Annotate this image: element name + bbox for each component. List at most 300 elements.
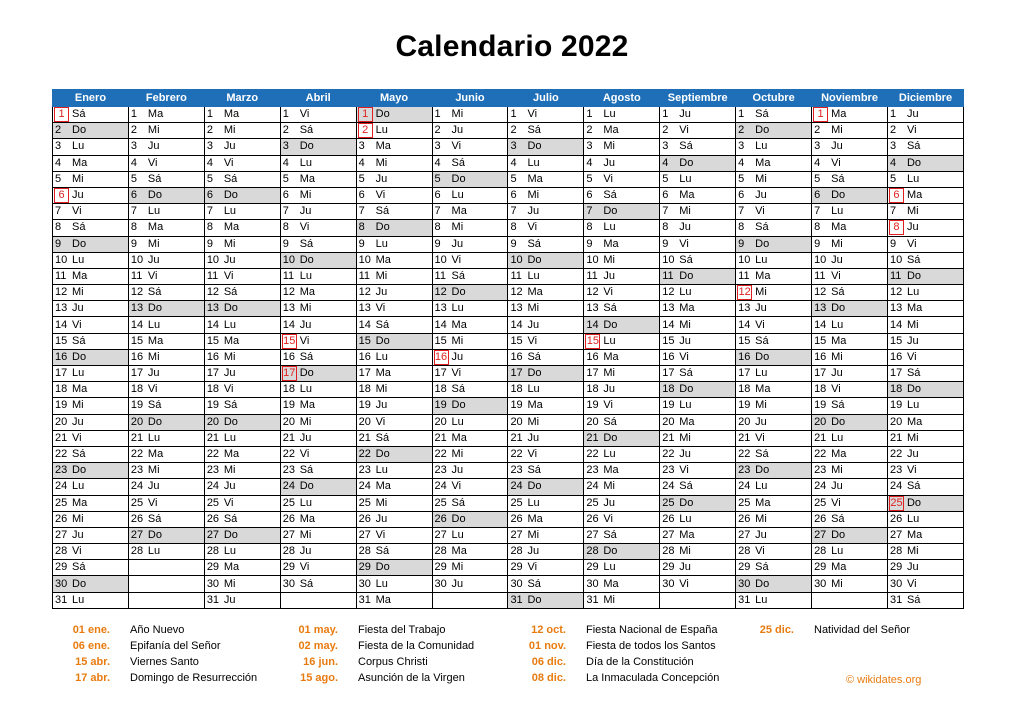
day-cell xyxy=(280,382,356,398)
day-cell xyxy=(660,236,736,252)
day-number: 21 xyxy=(586,431,599,444)
day-number: 15 xyxy=(738,334,751,347)
day-number: 5 xyxy=(510,172,517,185)
day-cell xyxy=(53,560,129,576)
day-cell xyxy=(356,446,432,462)
day-cell xyxy=(53,139,129,155)
day-number: 24 xyxy=(510,480,523,493)
day-cell xyxy=(128,544,204,560)
day-cell xyxy=(280,252,356,268)
month-header: Junio xyxy=(432,90,508,107)
day-number: 29 xyxy=(282,561,295,574)
weekday-label: Lu xyxy=(375,464,388,477)
weekday-label: Ju xyxy=(223,140,236,153)
weekday-label: Do xyxy=(527,253,542,266)
weekday-label: Sá xyxy=(603,302,617,315)
weekday-label: Lu xyxy=(527,383,540,396)
month-header: Diciembre xyxy=(887,90,963,107)
day-cell xyxy=(812,479,888,495)
holiday-date: 25 dic. xyxy=(759,624,794,636)
weekday-label: Vi xyxy=(831,269,841,282)
day-cell xyxy=(660,544,736,560)
day-number: 18 xyxy=(889,383,903,396)
day-number: 21 xyxy=(358,431,371,444)
day-cell xyxy=(53,220,129,236)
day-cell xyxy=(508,560,584,576)
day-cell xyxy=(432,187,508,203)
day-number: 18 xyxy=(662,383,675,396)
weekday-label: Ju xyxy=(906,448,919,461)
day-number: 25 xyxy=(662,496,675,509)
day-number: 11 xyxy=(358,269,371,282)
weekday-label: Ma xyxy=(223,448,240,461)
day-number: 9 xyxy=(358,237,365,250)
holiday-date: 06 ene. xyxy=(72,640,110,652)
day-number: 21 xyxy=(662,431,675,444)
day-number: 5 xyxy=(282,172,289,185)
day-cell xyxy=(128,220,204,236)
day-number: 2 xyxy=(358,123,373,138)
weekday-label: Lu xyxy=(72,140,85,153)
day-number: 10 xyxy=(889,253,903,266)
holiday-day-cell xyxy=(280,366,356,382)
day-cell xyxy=(280,463,356,479)
day-cell xyxy=(508,479,584,495)
day-cell xyxy=(204,333,280,349)
weekday-label: Ju xyxy=(831,367,843,380)
day-number: 14 xyxy=(130,318,144,331)
day-number: 4 xyxy=(206,156,213,169)
day-number: 25 xyxy=(55,496,68,509)
day-cell xyxy=(660,576,736,592)
credit-link[interactable]: © wikidates.org xyxy=(846,674,922,686)
weekday-label: Lu xyxy=(223,545,237,558)
day-number: 5 xyxy=(358,172,365,185)
day-cell xyxy=(432,576,508,592)
day-number: 18 xyxy=(282,383,295,396)
day-cell xyxy=(812,446,888,462)
day-cell xyxy=(736,252,812,268)
day-row xyxy=(53,398,964,414)
weekday-label: Mi xyxy=(451,108,464,121)
day-cell xyxy=(128,446,204,462)
holiday-name: Domingo de Resurrección xyxy=(130,672,258,684)
day-number: 9 xyxy=(434,237,441,250)
day-row xyxy=(53,366,964,382)
weekday-label: Ma xyxy=(679,528,695,541)
day-row xyxy=(53,123,964,139)
weekday-label: Sá xyxy=(299,124,314,137)
weekday-label: Do xyxy=(451,399,466,412)
holiday-name: Corpus Christi xyxy=(358,656,428,668)
day-number: 11 xyxy=(662,269,674,282)
day-number: 24 xyxy=(814,480,827,493)
day-cell xyxy=(508,187,584,203)
day-number: 7 xyxy=(434,205,441,218)
day-cell xyxy=(887,252,963,268)
day-cell xyxy=(356,430,432,446)
day-number: 18 xyxy=(55,383,68,396)
weekday-label: Ma xyxy=(603,350,619,363)
day-row xyxy=(53,446,964,462)
holiday-name: La Inmaculada Concepción xyxy=(586,672,720,684)
day-number: 16 xyxy=(814,350,827,363)
day-cell xyxy=(887,139,963,155)
weekday-label: Do xyxy=(375,108,390,121)
day-number: 18 xyxy=(358,383,371,396)
holiday-column xyxy=(736,622,910,638)
weekday-label: Vi xyxy=(299,561,310,574)
weekday-label: Ma xyxy=(72,496,88,509)
day-cell xyxy=(584,463,660,479)
weekday-label: Mi xyxy=(451,561,464,574)
day-cell xyxy=(204,576,280,592)
day-cell xyxy=(204,544,280,560)
day-number: 11 xyxy=(434,269,446,282)
weekday-label: Vi xyxy=(603,172,613,185)
weekday-label: Ju xyxy=(527,545,540,558)
day-number: 5 xyxy=(738,172,745,185)
holiday-item xyxy=(508,670,719,686)
day-cell xyxy=(736,366,812,382)
day-cell xyxy=(584,171,660,187)
day-cell xyxy=(356,220,432,236)
day-number: 28 xyxy=(814,545,827,558)
day-cell xyxy=(508,236,584,252)
day-number: 3 xyxy=(358,140,365,153)
day-number: 28 xyxy=(586,545,599,558)
weekday-label: Mi xyxy=(755,512,767,525)
day-number: 3 xyxy=(130,140,138,153)
day-number: 21 xyxy=(55,431,68,444)
weekday-label: Ju xyxy=(755,302,767,315)
day-number: 30 xyxy=(738,577,751,590)
weekday-label: Lu xyxy=(375,577,388,590)
day-cell xyxy=(128,333,204,349)
holiday-date: 01 may. xyxy=(298,624,338,636)
weekday-label: Sá xyxy=(72,561,86,574)
day-cell xyxy=(736,107,812,123)
day-number: 27 xyxy=(738,528,751,541)
day-cell xyxy=(128,479,204,495)
weekday-label: Do xyxy=(755,577,770,590)
day-cell xyxy=(53,236,129,252)
day-number: 16 xyxy=(206,350,220,363)
weekday-label: Lu xyxy=(451,302,464,315)
weekday-label: Lu xyxy=(755,253,768,266)
day-number: 3 xyxy=(510,140,517,153)
holiday-name: Fiesta del Trabajo xyxy=(358,624,446,636)
weekday-label: Sá xyxy=(72,108,86,121)
day-number: 2 xyxy=(55,124,62,137)
day-cell xyxy=(584,317,660,333)
day-cell xyxy=(584,495,660,511)
day-row xyxy=(53,382,964,398)
weekday-label: Do xyxy=(603,205,618,218)
day-cell xyxy=(508,446,584,462)
holiday-day-cell xyxy=(736,285,812,301)
day-cell xyxy=(128,123,204,139)
day-cell xyxy=(204,398,280,414)
weekday-label: Vi xyxy=(603,512,613,525)
weekday-label: Ma xyxy=(603,124,619,137)
day-cell xyxy=(432,220,508,236)
day-row xyxy=(53,317,964,333)
day-cell xyxy=(53,495,129,511)
day-cell xyxy=(584,398,660,414)
weekday-label: Vi xyxy=(451,253,462,266)
day-number: 1 xyxy=(510,108,517,121)
weekday-label: Ma xyxy=(72,269,88,282)
day-number: 12 xyxy=(889,286,903,299)
day-cell xyxy=(280,139,356,155)
day-number: 29 xyxy=(55,561,68,574)
day-cell xyxy=(887,398,963,414)
day-cell xyxy=(356,576,432,592)
day-number: 21 xyxy=(814,431,827,444)
day-cell xyxy=(53,317,129,333)
day-number: 8 xyxy=(814,221,821,234)
day-cell xyxy=(660,252,736,268)
day-cell xyxy=(508,398,584,414)
weekday-label: Vi xyxy=(299,221,310,234)
day-number: 5 xyxy=(206,172,213,185)
day-number: 31 xyxy=(206,593,220,606)
day-cell xyxy=(53,446,129,462)
weekday-label: Sá xyxy=(603,189,617,202)
weekday-label: Ma xyxy=(679,189,695,202)
day-cell xyxy=(280,576,356,592)
weekday-label: Sá xyxy=(906,480,921,493)
day-number: 20 xyxy=(510,415,523,428)
weekday-label: Sá xyxy=(755,221,769,234)
day-number: 10 xyxy=(586,253,599,266)
weekday-label: Sá xyxy=(223,172,238,185)
day-cell xyxy=(356,511,432,527)
day-number: 22 xyxy=(282,448,295,461)
day-cell xyxy=(356,382,432,398)
day-cell xyxy=(204,171,280,187)
weekday-label: Lu xyxy=(72,480,85,493)
day-cell xyxy=(887,171,963,187)
day-number: 24 xyxy=(662,480,675,493)
day-number: 30 xyxy=(889,577,903,590)
day-cell xyxy=(204,495,280,511)
day-cell xyxy=(736,236,812,252)
holiday-item xyxy=(508,654,719,670)
day-cell xyxy=(887,544,963,560)
day-number: 2 xyxy=(206,124,213,137)
weekday-label: Ma xyxy=(527,399,543,412)
day-cell xyxy=(280,446,356,462)
weekday-label: Sá xyxy=(375,205,390,218)
day-number: 28 xyxy=(55,545,68,558)
weekday-label: Do xyxy=(375,334,390,347)
day-cell xyxy=(736,463,812,479)
weekday-label: Sá xyxy=(299,577,314,590)
day-cell xyxy=(128,236,204,252)
day-cell xyxy=(584,107,660,123)
day-cell xyxy=(812,349,888,365)
weekday-label: Mi xyxy=(603,140,615,153)
weekday-label: Lu xyxy=(755,480,768,493)
day-number: 22 xyxy=(206,448,220,461)
weekday-label: Mi xyxy=(831,350,843,363)
day-cell xyxy=(660,527,736,543)
day-cell xyxy=(432,398,508,414)
holiday-date: 01 ene. xyxy=(72,624,110,636)
day-cell xyxy=(204,204,280,220)
day-number: 3 xyxy=(662,140,669,153)
day-cell xyxy=(812,544,888,560)
day-number: 10 xyxy=(358,253,371,266)
weekday-label: Ju xyxy=(755,189,767,202)
day-number: 14 xyxy=(358,318,371,331)
day-number: 23 xyxy=(434,464,447,477)
day-number: 31 xyxy=(586,593,599,606)
empty-cell xyxy=(660,592,736,608)
day-cell xyxy=(508,576,584,592)
day-cell xyxy=(812,123,888,139)
day-number: 16 xyxy=(130,350,144,363)
weekday-label: Sá xyxy=(451,383,465,396)
weekday-label: Mi xyxy=(679,205,691,218)
day-number: 27 xyxy=(206,528,220,541)
day-number: 7 xyxy=(814,205,821,218)
holiday-day-cell xyxy=(356,107,432,123)
day-number: 20 xyxy=(738,415,751,428)
day-number: 22 xyxy=(510,448,523,461)
day-cell xyxy=(204,236,280,252)
day-number: 13 xyxy=(282,302,295,315)
day-number: 25 xyxy=(130,496,144,509)
day-number: 12 xyxy=(206,286,220,299)
weekday-label: Do xyxy=(223,189,238,202)
day-number: 8 xyxy=(358,221,365,234)
day-cell xyxy=(53,301,129,317)
weekday-label: Ma xyxy=(299,399,315,412)
weekday-label: Ju xyxy=(906,561,919,574)
day-cell xyxy=(887,576,963,592)
weekday-label: Ju xyxy=(147,253,160,266)
day-number: 29 xyxy=(510,561,523,574)
day-cell xyxy=(53,430,129,446)
weekday-label: Do xyxy=(906,496,922,509)
day-cell xyxy=(356,268,432,284)
day-number: 13 xyxy=(814,302,827,315)
weekday-label: Mi xyxy=(831,237,843,250)
day-number: 12 xyxy=(55,286,68,299)
day-cell xyxy=(128,171,204,187)
month-header: Agosto xyxy=(584,90,660,107)
day-number: 17 xyxy=(55,367,68,380)
day-number: 25 xyxy=(282,496,295,509)
day-row xyxy=(53,220,964,236)
weekday-label: Mi xyxy=(527,528,540,541)
weekday-label: Ma xyxy=(906,415,923,428)
day-number: 24 xyxy=(738,480,751,493)
day-cell xyxy=(736,349,812,365)
weekday-label: Sá xyxy=(679,140,693,153)
weekday-label: Sá xyxy=(375,318,390,331)
weekday-label: Sá xyxy=(223,286,238,299)
weekday-label: Ma xyxy=(755,383,771,396)
weekday-label: Sá xyxy=(906,253,921,266)
day-number: 30 xyxy=(358,577,371,590)
weekday-label: Do xyxy=(299,253,314,266)
weekday-label: Vi xyxy=(451,140,462,153)
holiday-name: Fiesta Nacional de España xyxy=(586,624,718,636)
weekday-label: Vi xyxy=(147,496,158,509)
day-number: 4 xyxy=(586,156,593,169)
weekday-label: Vi xyxy=(679,464,689,477)
day-number: 22 xyxy=(434,448,447,461)
day-number: 22 xyxy=(130,448,144,461)
weekday-label: Ju xyxy=(679,334,691,347)
day-cell xyxy=(508,463,584,479)
day-cell xyxy=(887,527,963,543)
day-cell xyxy=(584,252,660,268)
day-cell xyxy=(887,317,963,333)
weekday-label: Ma xyxy=(223,334,240,347)
weekday-label: Vi xyxy=(375,528,386,541)
day-number: 3 xyxy=(586,140,593,153)
day-cell xyxy=(128,155,204,171)
day-number: 14 xyxy=(889,318,903,331)
day-number: 7 xyxy=(889,205,897,218)
day-number: 22 xyxy=(889,448,903,461)
day-number: 21 xyxy=(738,431,751,444)
day-number: 16 xyxy=(282,350,295,363)
weekday-label: Ma xyxy=(603,237,619,250)
day-number: 15 xyxy=(889,334,903,347)
weekday-label: Ma xyxy=(451,545,467,558)
day-cell xyxy=(812,171,888,187)
day-cell xyxy=(53,204,129,220)
weekday-label: Lu xyxy=(603,221,616,234)
day-number: 5 xyxy=(130,172,138,185)
day-cell xyxy=(736,398,812,414)
weekday-label: Ju xyxy=(375,399,388,412)
day-number: 28 xyxy=(130,545,144,558)
weekday-label: Ma xyxy=(147,334,164,347)
day-cell xyxy=(812,366,888,382)
day-number: 27 xyxy=(510,528,523,541)
day-number: 20 xyxy=(586,415,599,428)
day-number: 17 xyxy=(889,367,903,380)
day-number: 11 xyxy=(586,269,598,282)
day-cell xyxy=(660,123,736,139)
day-number: 17 xyxy=(814,367,827,380)
day-number: 31 xyxy=(738,593,751,606)
weekday-label: Ma xyxy=(72,383,88,396)
day-number: 20 xyxy=(282,415,295,428)
holiday-day-cell xyxy=(280,333,356,349)
weekday-label: Ju xyxy=(147,480,160,493)
day-number: 23 xyxy=(206,464,220,477)
weekday-label: Lu xyxy=(299,269,312,282)
day-number: 7 xyxy=(586,205,593,218)
day-cell xyxy=(508,317,584,333)
weekday-label: Mi xyxy=(223,124,236,137)
day-cell xyxy=(508,544,584,560)
day-number: 13 xyxy=(434,302,447,315)
day-number: 25 xyxy=(890,496,903,509)
weekday-label: Lu xyxy=(299,383,312,396)
day-cell xyxy=(356,349,432,365)
day-cell xyxy=(660,285,736,301)
month-header: Febrero xyxy=(128,90,204,107)
